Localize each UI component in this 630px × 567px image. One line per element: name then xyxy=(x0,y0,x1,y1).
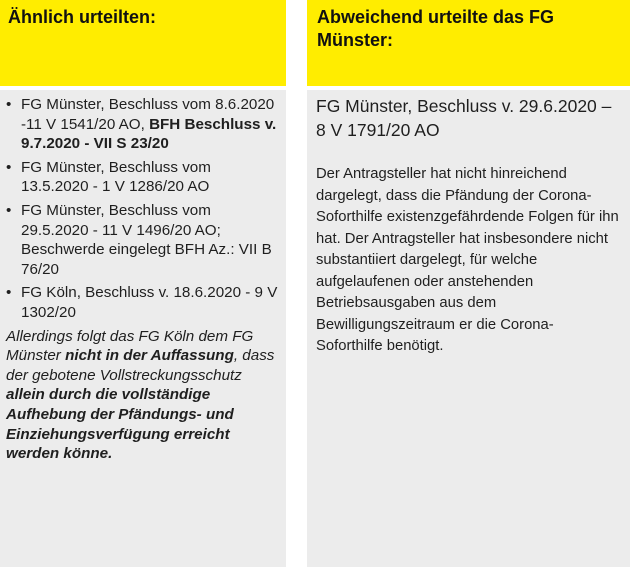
bullet-icon: • xyxy=(6,284,12,302)
list-item xyxy=(6,158,278,197)
deviating-case-reason: Der Antragsteller hat nicht hinreichend dargelegt, dass die Pfändung der Corona-Soforthilfe existenzgefährdende Folgen für ihn hat. Der Antragsteller hat insbesondere nicht substantiiert dargelegt, für welche aufgelaufenen oder anstehenden Betriebsausgaben aus dem Bewilligungszeitraum er die Corona-Soforthilfe benötigt. xyxy=(316,166,619,354)
left-header: Ähnlich urteilten: xyxy=(0,0,286,86)
bullet-icon: • xyxy=(6,158,12,176)
right-column xyxy=(307,0,630,567)
bullet-icon: • xyxy=(6,96,12,113)
note-bold2: allein durch die vollständige Aufhebung der Pfändungs- und Einziehungsverfügung erreicht werden könne. xyxy=(6,386,234,463)
case-text: FG Münster, Beschluss vom 8.6.2020 -11 V 1541/20 AO, xyxy=(21,96,275,133)
case-text-bold: BFH Beschluss v. 9.7.2020 - VII S 23/20 xyxy=(21,115,277,153)
note-bold1: nicht in der Auffassung xyxy=(65,347,234,365)
bullet-icon: • xyxy=(6,201,12,219)
note-part2: , dass der gebotene Vollstreckungsschutz xyxy=(6,347,275,384)
right-header: Abweichend urteilte das FG Münster: xyxy=(307,0,630,86)
case-text: FG Münster, Beschluss vom 13.5.2020 - 1 V 1286/20 AO xyxy=(21,158,211,196)
note-paragraph xyxy=(6,327,278,464)
similar-cases-list xyxy=(6,95,278,323)
right-body xyxy=(307,90,630,567)
list-item xyxy=(6,95,278,154)
case-text: FG Köln, Beschluss v. 18.6.2020 - 9 V 1302/20 xyxy=(21,284,278,321)
note-part1: Allerdings folgt das FG Köln dem FG Münster xyxy=(6,327,254,365)
list-item xyxy=(6,283,278,322)
case-text: FG Münster, Beschluss vom 29.5.2020 - 11 V 1496/20 AO; Beschwerde eingelegt BFH Az.: VII B 76/20 xyxy=(21,201,272,278)
left-body xyxy=(0,90,286,567)
list-item xyxy=(6,201,278,279)
left-column xyxy=(0,0,286,567)
deviating-case-title: FG Münster, Beschluss v. 29.6.2020 – 8 V 1791/20 AO xyxy=(316,96,612,140)
